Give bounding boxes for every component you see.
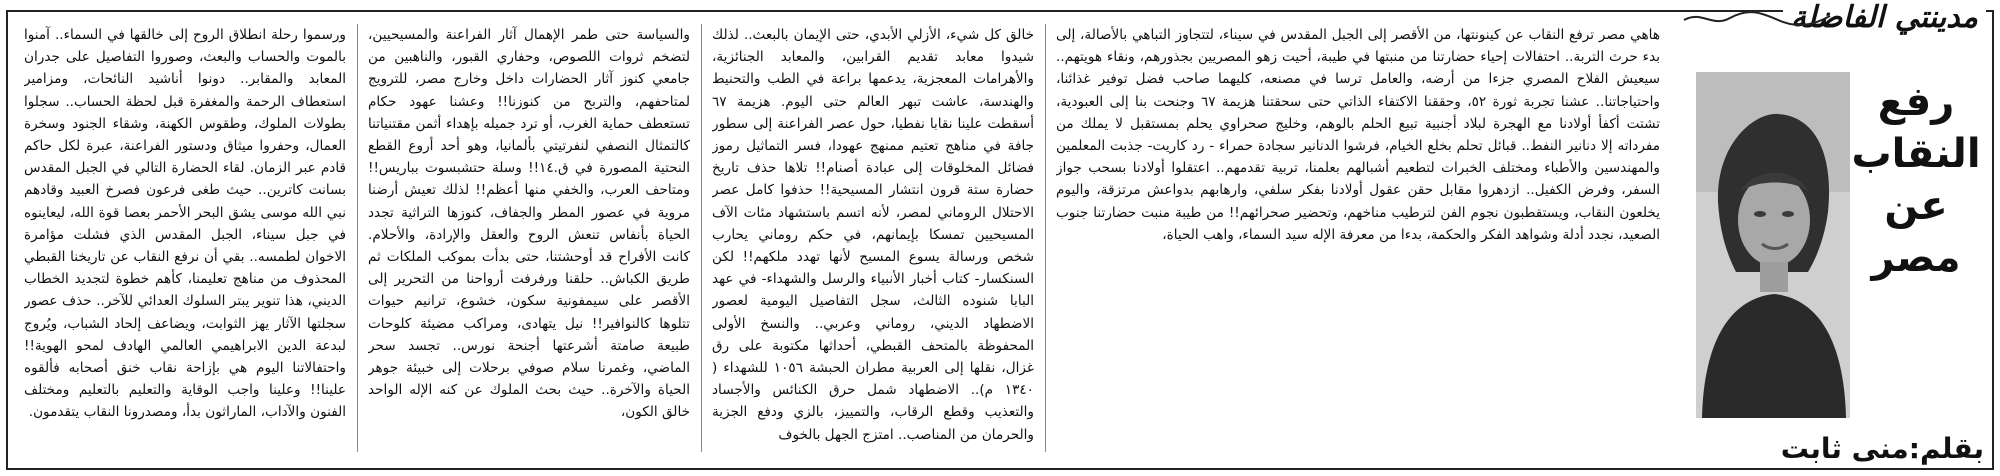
article-byline: بقلم:منى ثابت [1780,432,1984,465]
column-divider [701,24,702,452]
article-column-3 [368,24,690,452]
column-text: خالق كل شيء، الأزلي الأبدي، حتى الإيمان بالبعث.. لذلك شيدوا معابد تقديم القرابين، والمعابد الجنائزية، والأهرامات المعجزية، يدعمها براعة في الطب والتحنيط والهندسة، عاشت تبهر العالم حتى اليوم. هزيمة ٦٧ أسقطت علينا نقابا نفطيا، حول عصر الفراعنة إلى سطور جافة في مناهج تعتيم ممنهج عهودا، فسر التماثيل رموز فضائل المخلوقات إلى عبادة أصنام!! تلاها حذف تاريخ حضارة ستة قرون انتشار المسيحية!! حذفوا كامل عصر الاحتلال الروماني لمصر، لأنه اتسم باستشهاد مئات الآف المسيحيين تمسكا بإيمانهم، في حكم روماني يحارب شخص ورسالة يسوع المسيح لأنها تهدد ملكهم!! لكن السنكسار- كتاب أخبار الأنبياء والرسل والشهداء- في عهد البابا شنوده الثالث، سجل التفاصيل اليومية لعصور الاضطهاد الديني، روماني وعربي.. والنسخ الأولى المحفوظة بالمتحف القبطي، أحداثها مكتوبة على رق غزال، نقلها إلى العربية مطران الحبشة ١٠٥٦ للشهداء ( ١٣٤٠ م).. الاضطهاد شمل حرق الكنائس والأجساد والتعذيب وقطع الرقاب، والتمييز، بالزي ودفع الجزية والحرمان من المناصب.. امتزج الجهل بالخوف [712,27,1034,443]
article-headline: رفع النقاب عن مصر [1851,79,1981,281]
column-divider [1045,24,1046,452]
column-text: هاهي مصر ترفع النقاب عن كينونتها، من الأقصر إلى الجبل المقدس في سيناء، لتتجاوز التباهي بالأصالة، إلى بدء حرث التربة.. احتفالات إحياء حضارتنا من منبتها في طيبة، أحيت زهو المصريين بجذورهم، ونقاء هويتهم.. سيعيش الفلاح المصري جزءا من أرضه، والعامل ترسا في مصنعه، كليهما صاحب فضل توفير غذائنا، واحتياجاتنا.. عشنا تجربة ثورة ٥٢، وحققنا الاكتفاء الذاتي حتى سحقتنا هزيمة ٦٧ وجنحت بنا إلى العبودية، تشتت أكفأ أولادنا مع الهجرة لبلاد أجنبية تبيع الحلم بالوهم، وخليج صحراوي يحلم بمستقبل لا يملك من مفرداته إلا دنانير النفط.. قبائل تحلم بخلع الخيام، فرشوا الدنانير سجادة حمراء - رد كاريت- جذبت المعلمين والمهندسين والأطباء ومختلف الخبرات لتطعيم أشبالهم بعلمنا، تربية تقدمهم.. اعتقلوا أولادنا بسحب جواز السفر، وفرض الكفيل.. ازدهروا مقابل حقن عقول أولادنا بفكر سلفي، وارهابهم بدواعش مرتزقة، واليوم يخلعون النقاب، ويستقطبون نجوم الفن لترطيب مناخهم، وتحضير صحرائهم!! من طيبة منبت حضارتنا جنوب الصعيد، نجدد أدلة وشواهد الفكر والحكمة، بدءا من معرفة الإله سيد السماء، واهب الحياة، [1056,27,1660,243]
column-text: والسياسة حتى طمر الإهمال آثار الفراعنة والمسيحيين، لتضخم ثروات اللصوص، وحفاري القبور، والناهبين من جامعي كنوز آثار الحضارات داخل وخارج مصر، للترويج لمتاحفهم، والتربح من كنوزنا!! وعشنا عهود حكام تستعطف حماية الغرب، أو ترد جميله بإهداء أثمن مقتنياتنا كالتمثال النصفي لنفرتيتي بألمانيا، وهو أحد أروع القطع النحتية المصورة في ق.١٤!! وسلة حتشبسوت بباريس!! ومتاحف العرب، والخفي منها أعظم!! لذلك تعيش أرضنا مروية في عصور المطر والجفاف، كنوزها التراثية تجدد الحياة بأنفاس تنعش الروح والعقل والإرادة، والأحلام. كانت الأفراح قد أوحشتنا، حتى بدأت بموكب الملكات ثم طريق الكباش.. حلقنا ورفرفت أرواحنا من التحرير إلى الأقصر على سيمفونية سكون، خشوع، ترانيم حيوات تتلوها كالنوافير!! نيل يتهادى، ومراكب مضيئة كلوحات طبيعة صامتة أشرعتها أجنحة نورس.. تجسد سحر الماضي، وغمرنا سلام صوفي برحلات إلى خبيئة جوهر الحياة والآخرة.. حيث بحث الملوك عن كنه الإله الواحد خالق الكون، [368,27,690,421]
ornament-swash [1682,8,1832,30]
article-header-block [1668,0,1994,476]
section-title: مدينتي الفاضلة [1783,0,1986,40]
column-divider [357,24,358,452]
article-column-1 [1056,24,1660,452]
article-column-2 [712,24,1034,452]
article-column-4 [24,24,346,452]
column-text: ورسموا رحلة انطلاق الروح إلى خالقها في السماء.. آمنوا بالموت والحساب والبعث، وصوروا التفاصيل على جدران المعابد والمقابر.. دونوا أناشيد النائحات، ومزامير استعطاف الرحمة والمغفرة قبل لحظة الحساب.. سجلوا بطولات الملوك، وطقوس الكهنة، وشقاء الجنود وسخرة العمال، وحفروا ميثاق ودستور الفراعنة، عبرة لكل حاكم قادم عبر الزمان. لقاء الحضارة التالي في الجبل المقدس بسانت كاترين.. حيث طغى فرعون فصرخ العبيد وقادهم نبي الله موسى يشق البحر الأحمر بعصا قوة الله، ليعاينوه في جبل سيناء، الجبل المقدس الذي فشلت مؤامرة الاخوان لطمسه.. بقي أن نرفع النقاب عن تاريخنا القبطي المحذوف من مناهج تعليمنا، كأهم خطوة لتجديد الخطاب الديني، هذا تنوير يبتر السلوك العدائي للآخر.. حذف عصور سجلتها الآثار يهز الثوابت، ويضاعف إلحاد الشباب، ويُروج لبدعة الدين الابراهيمي العالمي الهادف لمحو الهوية!! واحتفالاتنا اليوم هي بإزاحة نقاب خنق أصحابه فألقوه علينا!! وعلينا واجب الوقاية والتعليم بالتعليم ومختلف الفنون والآداب، الماراثون بدأ، ومصدرونا النقاب يتقدمون. [24,27,346,421]
author-photo [1696,72,1850,418]
